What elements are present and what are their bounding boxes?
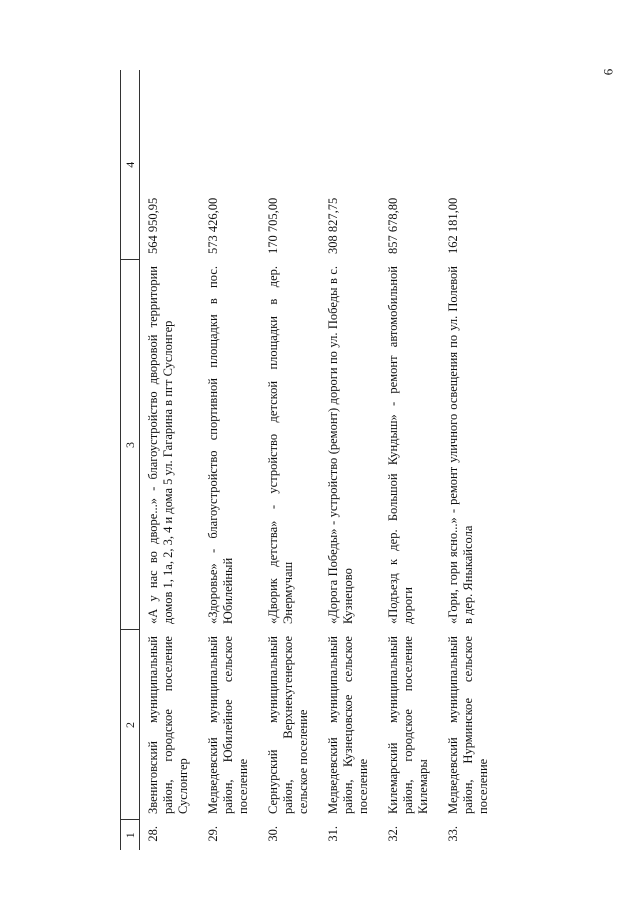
project-cell: «Дворик детства» - устройство детской площадки в дер. Энермучаш [266,266,295,624]
column-header-3: 3 [121,260,140,630]
municipality-cell: Медведевский муниципальный район, Кузнецовское сельское поселение [326,636,370,814]
amount-cell: 308 827,75 [326,197,340,254]
table-row [260,70,320,850]
column-header-2: 2 [121,630,140,820]
amount-cell: 564 950,95 [146,197,160,254]
amount-cell: 162 181,00 [446,197,460,254]
amount-cell: 573 426,00 [206,197,220,254]
row-number: 30. [266,826,280,842]
column-header-1: 1 [121,820,140,850]
project-cell: «Подъезд к дер. Большой Кундыш» - ремонт автомобильной дороги [386,266,415,624]
project-cell: «А у нас во дворе...» - благоустройство дворовой территории домов 1, 1а, 2, 3, 4 и дома 5 ул. Гагарина в пгт Суслонгер [146,266,175,624]
table-row [140,70,201,850]
row-number: 29. [206,826,220,842]
project-cell: «Гори, гори ясно...» - ремонт уличного освещения по ул. Полевой в дер. Яныкайсола [446,266,475,624]
row-number: 31. [326,826,340,842]
project-cell: «Дорога Победы» - устройство (ремонт) дороги по ул. Победы в с. Кузнецово [326,266,355,624]
row-number: 32. [386,826,400,842]
table-row [380,70,440,850]
table-row [440,70,500,850]
amount-cell: 857 678,80 [386,197,400,254]
project-cell: «Здоровье» - благоустройство спортивной площадки в пос. Юбилейный [206,266,235,624]
row-number: 33. [446,826,460,842]
table-row [320,70,380,850]
amount-cell: 170 705,00 [266,197,280,254]
table-header-row [121,70,140,850]
row-number: 28. [146,826,160,842]
municipality-cell: Медведевский муниципальный район, Нурминское сельское поселение [446,636,490,814]
column-header-4: 4 [121,70,140,260]
municipality-cell: Медведевский муниципальный район, Юбилейное сельское поселение [206,636,250,814]
table-row [200,70,260,850]
municipality-cell: Сернурский муниципальный район, Верхнекугенерское сельское поселение [266,636,310,814]
municipality-cell: Звениговский муниципальный район, городское поселение Суслонгер [146,636,190,814]
page-number: 6 [599,68,615,76]
municipality-cell: Килемарский муниципальный район, городское поселение Килемары [386,636,430,814]
rotated-table-wrapper [120,70,550,850]
projects-table [120,70,500,850]
